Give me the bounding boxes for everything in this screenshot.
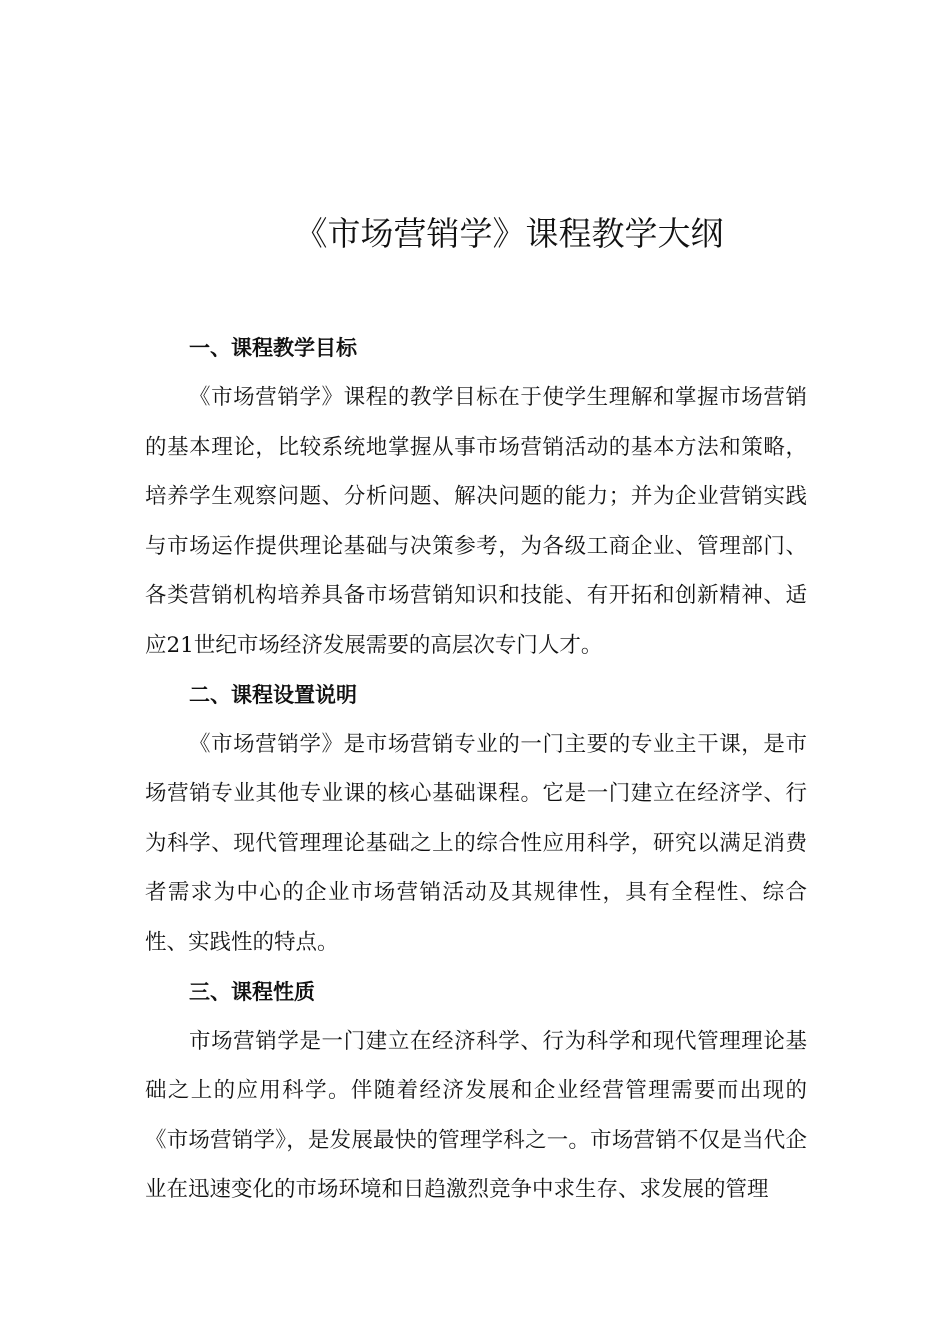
section-heading: 二、课程设置说明 — [189, 682, 357, 707]
section-paragraph: 《市场营销学》是市场营销专业的一门主要的专业主干课，是市场营销专业其他专业课的核心基础课程。它是一门建立在经济学、行为科学、现代管理理论基础之上的综合性应用科学，研究以满足消费者需求为中心的企业市场营销活动及其规律性，具有全程性、综合性、实践性的特点。 — [145, 731, 807, 955]
section-course-setup — [145, 671, 807, 968]
section-paragraph: 市场营销学是一门建立在经济科学、行为科学和现代管理理论基础之上的应用科学。伴随着经济发展和企业经营管理需要而出现的《市场营销学》，是发展最快的管理学科之一。市场营销不仅是当代企业在迅速变化的市场环境和日趋激烈竞争中求生存、求发展的管理 — [145, 1028, 807, 1203]
section-heading: 三、课程性质 — [189, 979, 315, 1004]
section-paragraph: 《市场营销学》课程的教学目标在于使学生理解和掌握市场营销的基本理论，比较系统地掌握从事市场营销活动的基本方法和策略，培养学生观察问题、分析问题、解决问题的能力；并为企业营销实践与市场运作提供理论基础与决策参考，为各级工商企业、管理部门、各类营销机构培养具备市场营销知识和技能、有开拓和创新精神、适应21世纪市场经济发展需要的高层次专门人才。 — [145, 385, 807, 658]
section-teaching-objectives — [145, 324, 807, 671]
section-course-nature — [145, 968, 807, 1215]
section-heading: 一、课程教学目标 — [189, 336, 357, 360]
document-body — [145, 324, 807, 1215]
document-title: 《市场营销学》课程教学大纲 — [294, 214, 724, 253]
